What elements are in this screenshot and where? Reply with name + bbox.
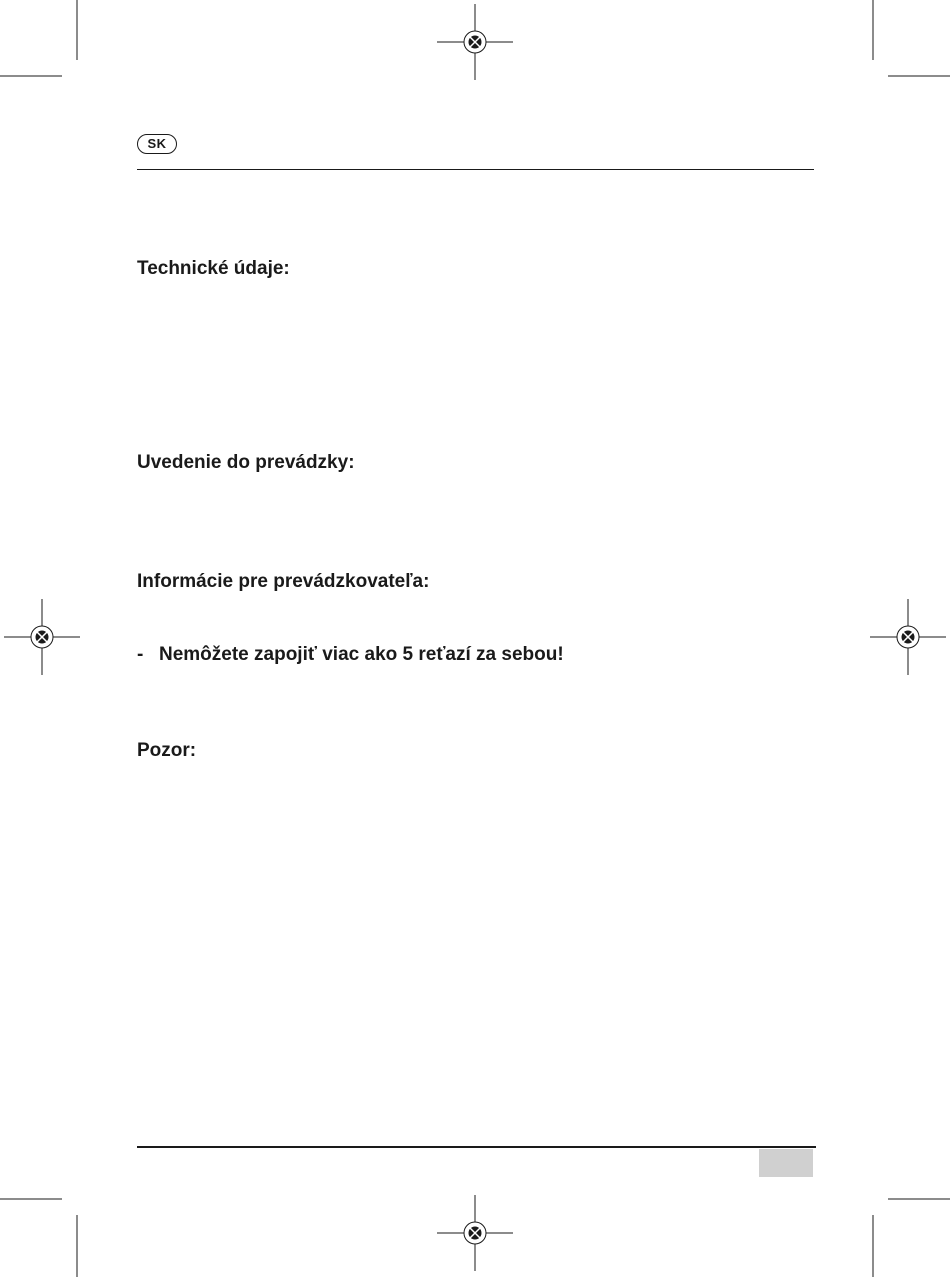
registration-mark-bottom	[437, 1195, 513, 1271]
heading-commissioning: Uvedenie do prevádzky:	[137, 452, 355, 473]
chain-limit-text: Nemôžete zapojiť viac ako 5 reťazí za sebou!	[159, 644, 564, 665]
heading-warning: Pozor:	[137, 740, 197, 761]
language-badge: SK	[137, 134, 177, 154]
registration-mark-top	[437, 4, 513, 80]
registration-mark-right	[870, 599, 946, 675]
heading-operator-info: Informácie pre prevádzkovateľa:	[137, 571, 430, 592]
registration-mark-left	[4, 599, 80, 675]
bullet-dash: -	[137, 644, 144, 665]
footer-rule	[137, 1146, 816, 1148]
header-rule	[137, 169, 814, 170]
page-number-box	[759, 1149, 813, 1177]
heading-technical-data: Technické údaje:	[137, 258, 290, 279]
chain-limit-note	[137, 644, 564, 666]
